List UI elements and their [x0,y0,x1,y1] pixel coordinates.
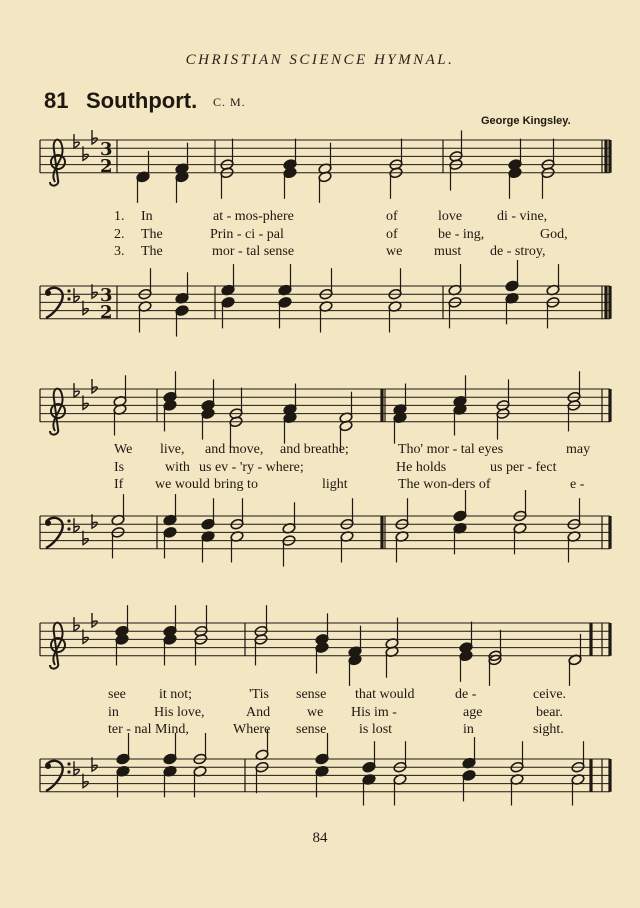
lyric-syllable: be - ing, [438,227,485,242]
bass-clef-icon [45,520,51,526]
time-signature-icon: 3 [100,285,113,306]
lyric-syllable: is lost [359,722,393,737]
lyric-syllable: that would [355,687,415,702]
lyric-syllable: see [108,687,126,702]
flat-sign-icon [74,518,79,532]
lyric-syllable: His love, [154,705,205,720]
lyric-syllable: di - vine, [497,209,548,224]
lyric-syllable: sense [296,722,327,737]
time-signature-icon: 2 [100,156,113,177]
lyric-syllable: light [322,477,348,492]
lyric-syllable: we [307,705,324,720]
lyric-syllable: The [141,244,163,259]
flat-sign-icon [74,617,79,631]
lyric-syllable: us per - fect [490,460,557,475]
lyric-syllable: love [438,209,463,224]
flat-sign-icon [74,383,79,397]
flat-sign-icon [74,134,79,148]
lyric-syllable: must [434,244,462,259]
lyric-syllable: live, [160,442,185,457]
lyric-syllable: de - [455,687,477,702]
lyric-syllable: 3. [114,244,125,259]
lyric-syllable: in [108,705,119,720]
bass-clef-icon [67,519,70,522]
flat-sign-icon [74,288,79,302]
lyric-syllable: at - mos-phere [213,209,294,224]
lyric-syllable: The [141,227,163,242]
lyric-syllable: de - stroy, [490,244,546,259]
lyric-syllable: and move, [205,442,264,457]
lyric-syllable: may [566,442,591,457]
lyric-syllable: If [114,477,124,492]
lyric-syllable: mor - tal sense [212,244,295,259]
lyric-syllable: ceive. [533,687,567,702]
time-signature-icon: 2 [100,302,113,323]
lyric-syllable: of [386,209,398,224]
running-head: CHRISTIAN SCIENCE HYMNAL. [185,52,455,68]
hymn-meter: C. M. [213,95,246,109]
bass-clef-icon [67,527,70,530]
lyric-syllable: it not; [159,687,193,702]
flat-sign-icon [92,379,97,393]
lyric-syllable: In [141,209,153,224]
lyric-syllable: We [114,442,133,457]
lyric-syllable: age [463,705,483,720]
lyric-syllable: sight. [533,722,564,737]
lyric-syllable: bring to [214,477,258,492]
lyric-syllable: ter - nal Mind, [108,722,189,737]
bass-clef-icon [67,297,70,300]
lyric-syllable: The won-ders of [398,477,491,492]
time-signature-icon: 3 [100,139,113,160]
lyric-syllable: His im - [351,705,397,720]
lyric-syllable: Tho' mor - tal eyes [398,442,504,457]
lyric-syllable: He holds [396,460,447,475]
lyric-syllable: e - [570,477,585,492]
lyric-syllable: And [246,705,271,720]
lyric-syllable: Where [233,722,271,737]
lyric-syllable: we would [155,477,210,492]
lyric-syllable: and breathe; [280,442,349,457]
lyric-syllable: Is [114,460,125,475]
hymn-number: 81 [44,88,69,113]
flat-sign-icon [92,130,97,144]
composer-credit: George Kingsley. [481,115,571,127]
lyric-syllable: with [165,460,190,475]
lyric-syllable: in [463,722,474,737]
bass-clef-icon [67,770,70,773]
lyric-syllable: bear. [536,705,563,720]
bass-clef-icon [45,290,51,296]
lyric-syllable: God, [540,227,568,242]
flat-sign-icon [74,761,79,775]
lyric-syllable: we [386,244,403,259]
bass-clef-icon [67,762,70,765]
tune-name: Southport. [86,88,198,113]
bass-clef-icon [67,289,70,292]
lyric-syllable: of [386,227,398,242]
lyric-syllable: us ev - 'ry - where; [199,460,304,475]
lyric-syllable: Prin - ci - pal [210,227,284,242]
page-number: 84 [312,830,328,846]
lyric-syllable: 'Tis [249,687,269,702]
lyric-syllable: sense [296,687,327,702]
lyric-syllable: 1. [114,209,125,224]
lyric-syllable: 2. [114,227,125,242]
flat-sign-icon [92,613,97,627]
bass-clef-icon [45,763,51,769]
